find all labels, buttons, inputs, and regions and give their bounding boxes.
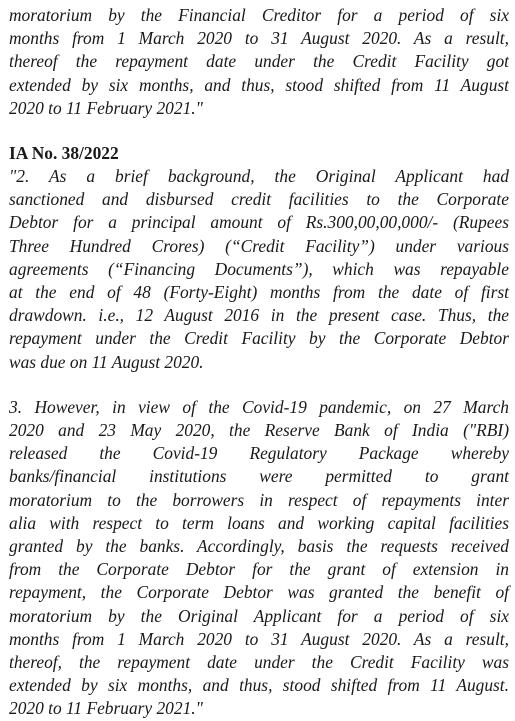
paragraph-2-line: "2. As a brief background, the Original Applicant had (9, 166, 509, 187)
intro-line: thereof the repayment date under the Credit Facility got (9, 51, 509, 72)
document-page (9, 4, 509, 721)
paragraph-spacer (9, 374, 509, 396)
intro-line: 2020 to 11 February 2021." (9, 97, 203, 118)
paragraph-3-line: moratorium by the Original Applicant for a period of six (9, 605, 509, 626)
paragraph-3-line: from the Corporate Debtor for the grant of extension in (9, 559, 509, 580)
paragraph-3-line: repayment, the Corporate Debtor was granted the benefit of (9, 582, 509, 603)
paragraph-3-line: granted by the banks. Accordingly, basis the requests received (9, 536, 509, 557)
paragraph-3-line: 2020 to 11 February 2021." (9, 698, 203, 719)
paragraph-3-line: moratorium to the borrowers in respect of repayments inter (9, 489, 509, 510)
section-heading: IA No. 38/2022 (9, 143, 119, 164)
paragraph-2-line: was due on 11 August 2020. (9, 351, 204, 372)
paragraph-3-line: released the Covid-19 Regulatory Package whereby (9, 443, 509, 464)
paragraph-3 (9, 396, 509, 721)
paragraph-2-line: at the end of 48 (Forty-Eight) months from the date of first (9, 282, 509, 303)
intro-line: months from 1 March 2020 to 31 August 2020. As a result, (9, 28, 509, 49)
paragraph-2-line: Debtor for a principal amount of Rs.300,00,00,000/- (Rupees (9, 212, 509, 233)
intro-line: extended by six months, and thus, stood shifted from 11 August (9, 74, 509, 95)
paragraph-2 (9, 165, 509, 374)
paragraph-3-line: thereof, the repayment date under the Credit Facility was (9, 652, 509, 673)
paragraph-3-line: 2020 and 23 May 2020, the Reserve Bank of India ("RBI) (9, 420, 509, 441)
paragraph-2-line: agreements (“Financing Documents”), which was repayable (9, 258, 509, 279)
intro-line: moratorium by the Financial Creditor for a period of six (9, 5, 509, 25)
paragraph-3-line: alia with respect to term loans and working capital facilities (9, 512, 509, 533)
paragraph-2-line: repayment under the Credit Facility by the Corporate Debtor (9, 328, 509, 349)
paragraph-2-line: sanctioned and disbursed credit facilities to the Corporate (9, 189, 509, 210)
intro-paragraph (9, 4, 509, 120)
paragraph-3-line: 3. However, in view of the Covid-19 pandemic, on 27 March (9, 396, 509, 417)
paragraph-3-line: extended by six months, and thus, stood shifted from 11 August. (9, 675, 509, 696)
paragraph-3-line: months from 1 March 2020 to 31 August 2020. As a result, (9, 628, 509, 649)
paragraph-2-line: drawdown. i.e., 12 August 2016 in the present case. Thus, the (9, 305, 509, 326)
paragraph-3-line: banks/financial institutions were permitted to grant (9, 466, 509, 487)
paragraph-2-line: Three Hundred Crores) (“Credit Facility”) under various (9, 235, 509, 256)
